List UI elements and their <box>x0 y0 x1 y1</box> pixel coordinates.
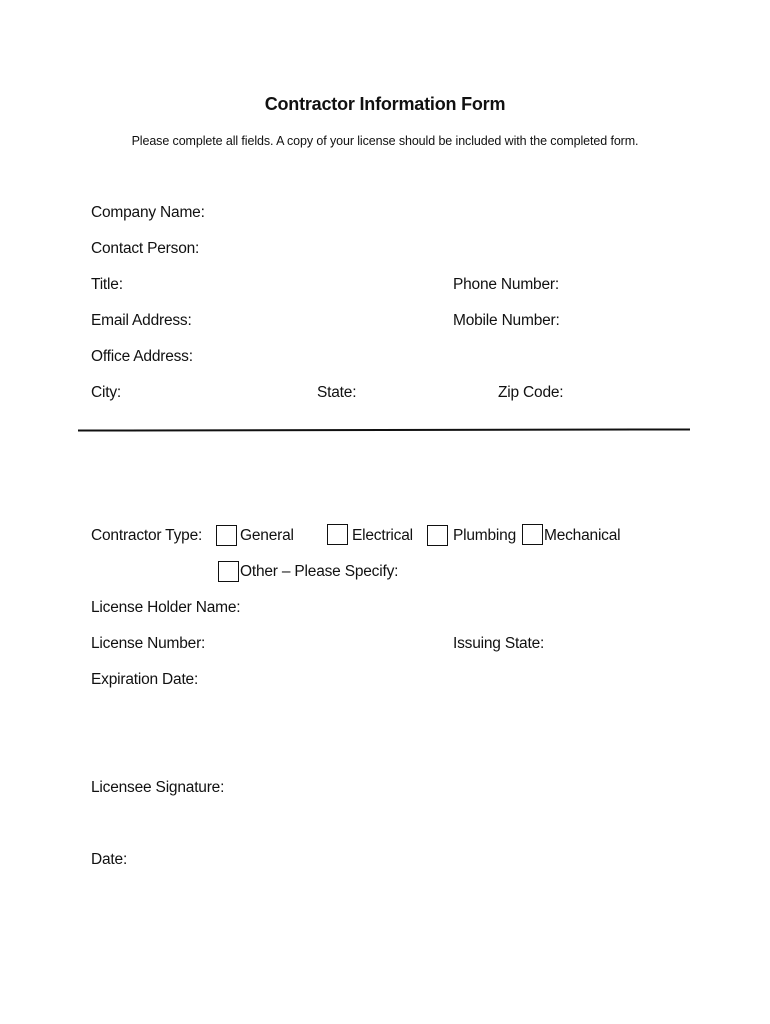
licensee-signature-label: Licensee Signature: <box>91 779 225 796</box>
section-divider <box>78 428 690 431</box>
electrical-option-label: Electrical <box>352 527 413 544</box>
plumbing-option-label: Plumbing <box>453 527 517 544</box>
license-number-label: License Number: <box>91 635 206 652</box>
issuing-state-label: Issuing State: <box>453 635 545 652</box>
email-address-label: Email Address: <box>91 312 192 329</box>
mechanical-checkbox[interactable] <box>522 524 543 545</box>
contact-person-label: Contact Person: <box>91 240 200 257</box>
expiration-date-label: Expiration Date: <box>91 671 199 688</box>
general-option-label: General <box>240 527 294 544</box>
company-name-label: Company Name: <box>91 204 205 221</box>
mechanical-option-label: Mechanical <box>544 527 621 544</box>
mobile-number-label: Mobile Number: <box>453 312 560 329</box>
date-label: Date: <box>91 851 128 868</box>
state-label: State: <box>317 384 357 401</box>
plumbing-checkbox[interactable] <box>427 525 448 546</box>
title-label: Title: <box>91 276 123 293</box>
electrical-checkbox[interactable] <box>327 524 348 545</box>
contractor-type-label: Contractor Type: <box>91 527 203 544</box>
license-holder-name-label: License Holder Name: <box>91 599 241 616</box>
general-checkbox[interactable] <box>216 525 237 546</box>
office-address-label: Office Address: <box>91 348 193 365</box>
zip-code-label: Zip Code: <box>498 384 564 401</box>
phone-number-label: Phone Number: <box>453 276 559 293</box>
form-title: Contractor Information Form <box>264 94 506 114</box>
other-option-label: Other – Please Specify: <box>240 563 399 580</box>
city-label: City: <box>91 384 122 401</box>
form-instructions: Please complete all fields. A copy of your license should be included with the completed form. <box>131 134 639 148</box>
other-checkbox[interactable] <box>218 561 239 582</box>
